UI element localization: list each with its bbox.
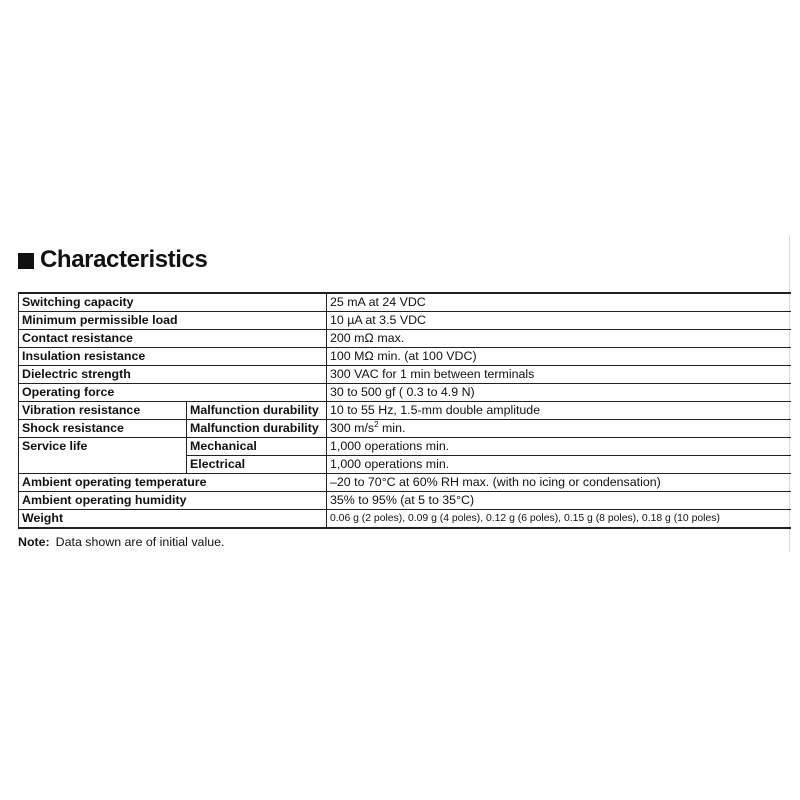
row-value: 10 to 55 Hz, 1.5-mm double amplitude: [327, 402, 791, 420]
row-value: 30 to 500 gf ( 0.3 to 4.9 N): [327, 384, 791, 402]
row-label: Shock resistance: [19, 420, 187, 438]
row-value: 0.06 g (2 poles), 0.09 g (4 poles), 0.12 g (6 poles), 0.15 g (8 poles), 0.18 g (10 poles): [327, 510, 791, 529]
row-label: Vibration resistance: [19, 402, 187, 420]
row-value: –20 to 70°C at 60% RH max. (with no icing or condensation): [327, 474, 791, 492]
characteristics-table: [18, 292, 791, 529]
table-row: [19, 348, 791, 366]
table-row: [19, 366, 791, 384]
value-suffix: min.: [378, 421, 406, 435]
row-sublabel: Malfunction durability: [187, 402, 327, 420]
note: [18, 535, 224, 550]
note-label: Note:: [18, 535, 50, 549]
row-value: 10 µA at 3.5 VDC: [327, 312, 791, 330]
row-label: Weight: [19, 510, 327, 529]
row-label: Dielectric strength: [19, 366, 327, 384]
table-row: [19, 474, 791, 492]
table-row: [19, 510, 791, 529]
row-value: [327, 420, 791, 438]
row-sublabel: Electrical: [187, 456, 327, 474]
value-superscript: 2: [374, 419, 379, 429]
row-label: Insulation resistance: [19, 348, 327, 366]
row-value: 1,000 operations min.: [327, 438, 791, 456]
row-sublabel: Mechanical: [187, 438, 327, 456]
table-row: [19, 492, 791, 510]
table-row: [19, 384, 791, 402]
table-row: [19, 330, 791, 348]
row-label: Switching capacity: [19, 293, 327, 312]
note-text: Data shown are of initial value.: [55, 535, 225, 549]
row-value: 35% to 95% (at 5 to 35°C): [327, 492, 791, 510]
section-title: Characteristics: [40, 246, 208, 273]
square-bullet-icon: [18, 253, 34, 269]
row-label: Ambient operating temperature: [19, 474, 327, 492]
value-text: 300 m/s: [330, 421, 375, 435]
table-row: [19, 312, 791, 330]
table-row: [19, 402, 791, 420]
row-label: Contact resistance: [19, 330, 327, 348]
section-heading: [18, 244, 207, 276]
table-row: [19, 293, 791, 312]
table-row: [19, 420, 791, 438]
row-value: 100 MΩ min. (at 100 VDC): [327, 348, 791, 366]
row-label: Ambient operating humidity: [19, 492, 327, 510]
row-sublabel: Malfunction durability: [187, 420, 327, 438]
row-label: Minimum permissible load: [19, 312, 327, 330]
row-value: 25 mA at 24 VDC: [327, 293, 791, 312]
table-row: [19, 438, 791, 456]
row-label: Service life: [19, 438, 187, 474]
row-value: 200 mΩ max.: [327, 330, 791, 348]
row-label: Operating force: [19, 384, 327, 402]
row-value: 300 VAC for 1 min between terminals: [327, 366, 791, 384]
row-value: 1,000 operations min.: [327, 456, 791, 474]
